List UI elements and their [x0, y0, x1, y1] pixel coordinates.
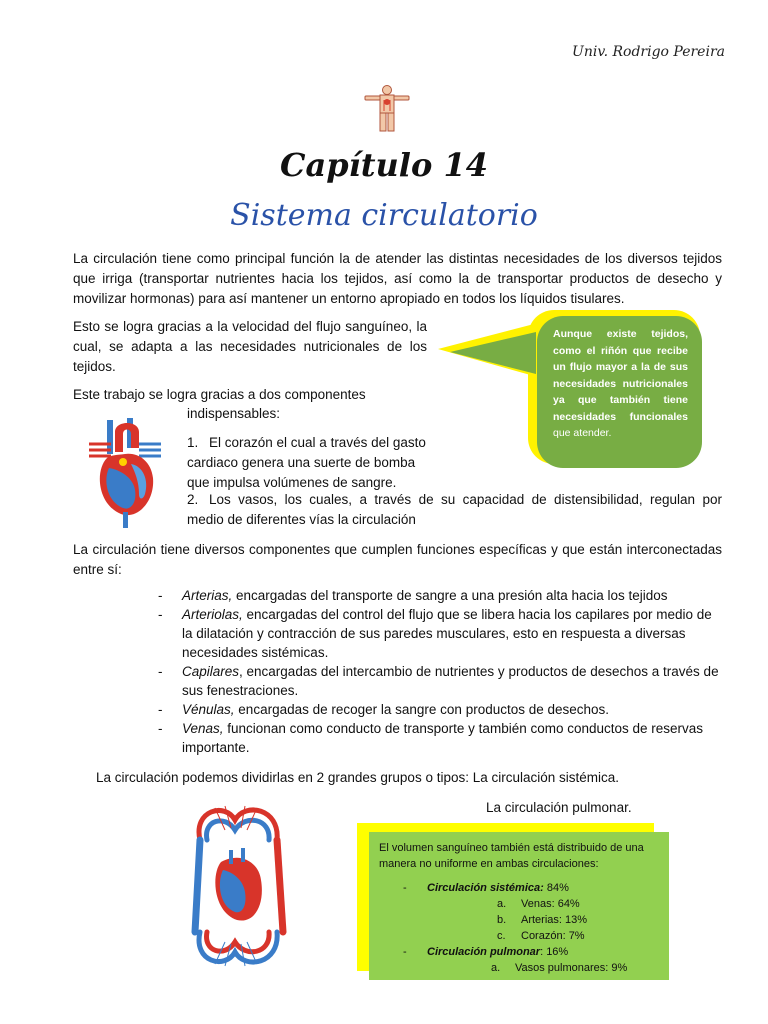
pulmonary-line: - Circulación pulmonar: 16% [403, 946, 569, 958]
list-item: - Vénulas, encargadas de recoger la sangre con productos de desechos. [158, 702, 610, 717]
vessels-intro-paragraph: La circulación tiene diversos componentes que cumplen funciones específicas y que están interconectadas entre sí: [73, 542, 722, 577]
callout-text: Aunque existe tejidos, como el riñón que recibe un flujo mayor a la de sus necesidades nutricionales ya que también tiene necesidades funcionales [553, 328, 688, 423]
vessel-term: Venas, [182, 721, 224, 736]
systemic-value: 84% [543, 882, 569, 894]
component-2-line-1: Los vasos, los cuales, a través de su capacidad de distensibilidad, regulan por [209, 492, 722, 507]
volume-box-intro: El volumen sanguíneo también está distribuido de una manera no uniforme en ambas circulaciones: [379, 842, 644, 870]
list-item: - Venas, funcionan como conducto de transporte y también como conductos de reservas importante. [158, 721, 704, 755]
circulation-illustration [185, 800, 295, 972]
vessel-desc: funcionan como conducto de transporte y también como conductos de reservas importante. [182, 721, 704, 755]
chapter-title: Capítulo 14 [280, 146, 488, 184]
component-1-number: 1. [187, 435, 199, 450]
list-item: c. Corazón: 7% [497, 930, 585, 942]
chapter-subtitle: Sistema circulatorio [230, 198, 538, 233]
human-body-icon [362, 84, 412, 134]
intro-paragraph: La circulación tiene como principal función la de atender las distintas necesidades de los diversos tejidos que irriga (transportar nutrientes hacia los tejidos, así como la de transportar productos de desecho y movilizar hormonas) para así mantener un entorno apropiado en todos los líquidos tisulares. [73, 251, 722, 306]
vessel-term: Arterias, [182, 588, 233, 603]
heart-illustration [85, 418, 165, 530]
vessel-term: Capilares [182, 664, 240, 679]
list-item: a. Vasos pulmonares: 9% [491, 962, 628, 974]
vessel-desc: encargadas del control del flujo que se libera hacia los capilares por medio de la dilatación y contracción de sus paredes musculares, esto en respuesta a diversas necesidades sistémicas. [182, 607, 712, 660]
callout-pointer [438, 318, 538, 378]
systemic-line: - Circulación sistémica: 84% [403, 882, 569, 894]
component-1-line-3: que impulsa volúmenes de sangre. [187, 475, 397, 490]
vessel-desc: encargadas de recoger la sangre con productos de desechos. [234, 702, 610, 717]
components-paragraph-end: indispensables: [187, 406, 281, 421]
systemic-label: Circulación sistémica: [427, 882, 544, 894]
list-item: a. Venas: 64% [497, 898, 580, 910]
pulmonary-value: : 16% [540, 946, 569, 958]
circulation-types-paragraph: La circulación podemos dividirlas en 2 grandes grupos o tipos: La circulación sistémica. [96, 770, 620, 785]
pulmonary-circulation-line: La circulación pulmonar. [486, 800, 632, 815]
vessel-term: Arteriolas, [182, 607, 243, 622]
vessel-desc: , encargadas del intercambio de nutrientes y productos de desechos a través de sus fenestraciones. [182, 664, 719, 698]
vessel-desc: encargadas del transporte de sangre a una presión alta hacia los tejidos [232, 588, 668, 603]
callout-tail: que atender. [553, 427, 612, 439]
component-2-line-2: medio de diferentes vías la circulación [187, 512, 416, 527]
author-name: Univ. Rodrigo Pereira [572, 44, 725, 60]
vessel-list [158, 586, 722, 757]
components-paragraph: Este trabajo se logra gracias a dos componentes [73, 387, 366, 402]
list-item: - Arterias, encargadas del transporte de sangre a una presión alta hacia los tejidos [158, 588, 668, 603]
flow-paragraph: Esto se logra gracias a la velocidad del flujo sanguíneo, la cual, se adapta a las necesidades nutricionales de los tejidos. [73, 319, 427, 374]
component-1-line-2: cardiaco genera una suerte de bomba [187, 455, 416, 470]
pulmonary-label: Circulación pulmonar [427, 946, 541, 958]
list-item: - Capilares, encargadas del intercambio de nutrientes y productos de desechos a través de sus fenestraciones. [158, 664, 719, 698]
list-item: b. Arterias: 13% [497, 914, 588, 926]
component-item-2 [187, 490, 722, 530]
component-item-1 [187, 433, 427, 493]
volume-box [369, 832, 669, 980]
callout-box [537, 316, 702, 468]
component-2-number: 2. [187, 492, 199, 507]
component-1-line-1: El corazón el cual a través del gasto [209, 435, 426, 450]
vessel-term: Vénulas, [182, 702, 235, 717]
list-item: - Arteriolas, encargadas del control del flujo que se libera hacia los capilares por medio de la dilatación y contracción de sus paredes musculares, esto en respuesta a diversas necesidades sistémicas. [158, 607, 712, 660]
